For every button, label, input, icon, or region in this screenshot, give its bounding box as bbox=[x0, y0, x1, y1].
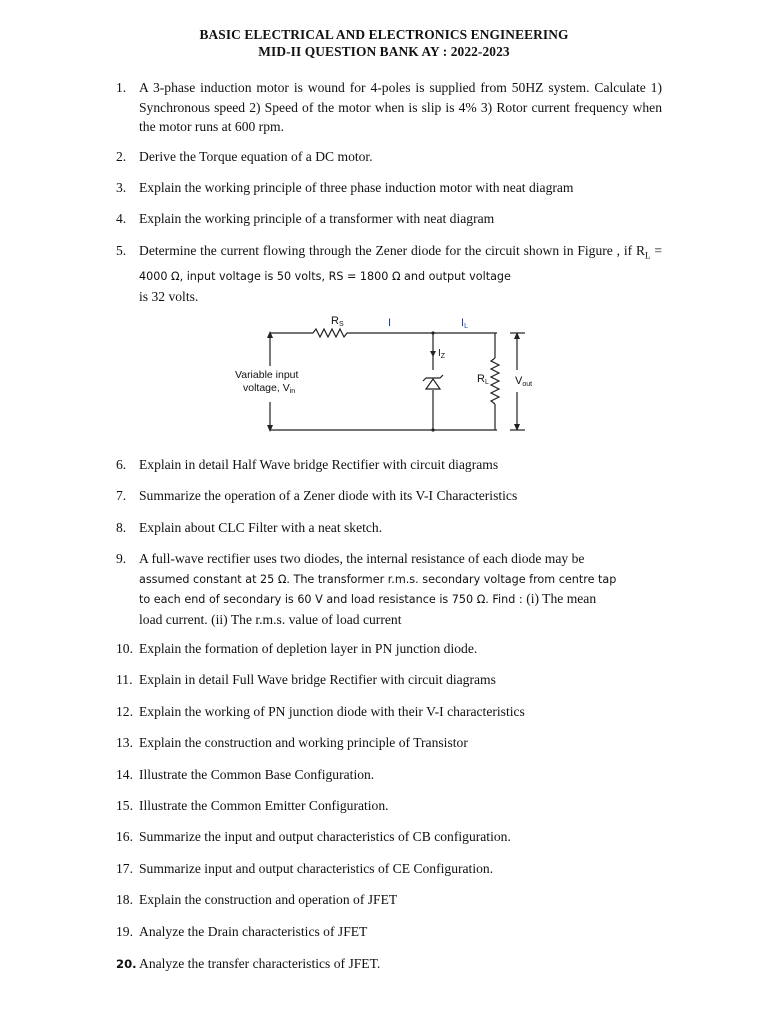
question-text-part: (i) The mean bbox=[526, 591, 597, 607]
question-number: 19. bbox=[116, 924, 133, 939]
question-number: 17. bbox=[116, 861, 133, 876]
question-text bbox=[139, 241, 662, 307]
question-text: Explain the working principle of a transformer with neat diagram bbox=[139, 211, 495, 226]
vout-label: Vout bbox=[515, 375, 533, 388]
vin-down-arrow-icon bbox=[267, 425, 273, 432]
question-item bbox=[116, 859, 662, 879]
zener-current-label: $I_Z$ bbox=[438, 348, 446, 360]
question-item bbox=[116, 733, 662, 753]
question-text: Summarize the operation of a Zener diode with its V-I Characteristics bbox=[139, 488, 518, 503]
vin-label-line2: voltage, Vin bbox=[243, 382, 296, 395]
zener-circuit-figure bbox=[225, 306, 545, 438]
question-text-part: to each end of secondary is 60 V and load resistance is 750 Ω. Find : bbox=[139, 593, 527, 607]
question-text-part: assumed constant at 25 Ω. The transformer r.m.s. secondary voltage from centre tap bbox=[139, 572, 617, 586]
question-item bbox=[116, 241, 662, 307]
question-item bbox=[116, 639, 662, 659]
question-text-part: is 32 volts. bbox=[139, 288, 199, 304]
iz-arrow-icon bbox=[430, 351, 436, 357]
vin-label-line1: Variable input bbox=[235, 369, 299, 381]
question-text: Analyze the transfer characteristics of JFET. bbox=[139, 956, 381, 971]
question-text-part: load current. (ii) The r.m.s. value of load current bbox=[139, 611, 402, 627]
question-item bbox=[116, 78, 662, 137]
question-number: 5. bbox=[116, 243, 127, 258]
document-subtitle: MID-II QUESTION BANK AY : 2022-2023 bbox=[258, 44, 510, 59]
question-item bbox=[116, 518, 662, 538]
question-item bbox=[116, 178, 662, 198]
question-number: 2. bbox=[116, 149, 127, 164]
junction-dot bbox=[431, 331, 434, 334]
question-text: Derive the Torque equation of a DC motor. bbox=[139, 149, 373, 164]
question-text: A 3-phase induction motor is wound for 4-poles is supplied from 50HZ system. Calculate 1) Synchronous speed 2) Speed of the motor when is slip is 4% 3) Rotor current frequency when the motor runs at 600 rpm. bbox=[139, 80, 662, 135]
question-number: 18. bbox=[116, 892, 133, 907]
question-text: Summarize the input and output characteristics of CB configuration. bbox=[139, 829, 511, 844]
question-item bbox=[116, 890, 662, 910]
question-text-part: A full-wave rectifier uses two diodes, the internal resistance of each diode may be bbox=[139, 551, 585, 566]
question-item bbox=[116, 209, 662, 229]
question-number: 1. bbox=[116, 80, 127, 95]
question-text-part: 4000 Ω, input voltage is 50 volts, RS = 1800 Ω and output voltage bbox=[139, 270, 511, 284]
rl-label: RL bbox=[477, 373, 489, 386]
question-number: 7. bbox=[116, 488, 127, 503]
question-text bbox=[139, 549, 662, 629]
vin-up-arrow-icon bbox=[267, 331, 273, 338]
subscript: L bbox=[645, 250, 651, 261]
current-label: I bbox=[388, 317, 392, 329]
question-number: 3. bbox=[116, 180, 127, 195]
question-text: Analyze the Drain characteristics of JFET bbox=[139, 924, 368, 939]
question-number: 11. bbox=[116, 672, 133, 687]
load-current-label: IL bbox=[461, 317, 468, 330]
question-item bbox=[116, 147, 662, 167]
question-text: Explain the working of PN junction diode with their V-I characteristics bbox=[139, 704, 525, 719]
question-item bbox=[116, 922, 662, 942]
question-text: Illustrate the Common Emitter Configuration. bbox=[139, 798, 389, 813]
question-text-part: = bbox=[650, 243, 662, 258]
rs-resistor-icon bbox=[313, 329, 347, 337]
question-item bbox=[116, 486, 662, 506]
question-number: 10. bbox=[116, 641, 133, 656]
question-number: 20. bbox=[116, 957, 137, 971]
question-text: Illustrate the Common Base Configuration. bbox=[139, 767, 375, 782]
question-number: 8. bbox=[116, 520, 127, 535]
question-number: 6. bbox=[116, 457, 127, 472]
question-item bbox=[116, 455, 662, 475]
rl-resistor-icon bbox=[491, 358, 499, 404]
question-text: Summarize input and output characteristics of CE Configuration. bbox=[139, 861, 494, 876]
question-text: Explain the construction and operation of JFET bbox=[139, 892, 398, 907]
question-item bbox=[116, 702, 662, 722]
question-number: 15. bbox=[116, 798, 133, 813]
question-number: 9. bbox=[116, 551, 127, 566]
question-text-part: Determine the current flowing through the Zener diode for the circuit shown in Figure , if R bbox=[139, 243, 646, 258]
question-text: Explain about CLC Filter with a neat sketch. bbox=[139, 520, 383, 535]
question-text: Explain in detail Full Wave bridge Rectifier with circuit diagrams bbox=[139, 672, 496, 687]
question-number: 12. bbox=[116, 704, 133, 719]
document-title: BASIC ELECTRICAL AND ELECTRONICS ENGINEERING bbox=[199, 27, 569, 42]
question-item bbox=[116, 765, 662, 785]
question-number: 16. bbox=[116, 829, 133, 844]
question-item bbox=[116, 549, 662, 629]
question-text: Explain the construction and working principle of Transistor bbox=[139, 735, 468, 750]
question-number: 13. bbox=[116, 735, 133, 750]
question-item bbox=[116, 670, 662, 690]
question-number: 4. bbox=[116, 211, 127, 226]
question-text: Explain the formation of depletion layer in PN junction diode. bbox=[139, 641, 478, 656]
question-item bbox=[116, 954, 662, 974]
question-item bbox=[116, 796, 662, 816]
question-item bbox=[116, 827, 662, 847]
zener-diode-icon bbox=[423, 375, 443, 389]
rs-label: RS bbox=[331, 315, 344, 328]
question-text: Explain in detail Half Wave bridge Rectifier with circuit diagrams bbox=[139, 457, 499, 472]
question-number: 14. bbox=[116, 767, 133, 782]
junction-dot bbox=[431, 428, 434, 431]
question-text: Explain the working principle of three phase induction motor with neat diagram bbox=[139, 180, 574, 195]
